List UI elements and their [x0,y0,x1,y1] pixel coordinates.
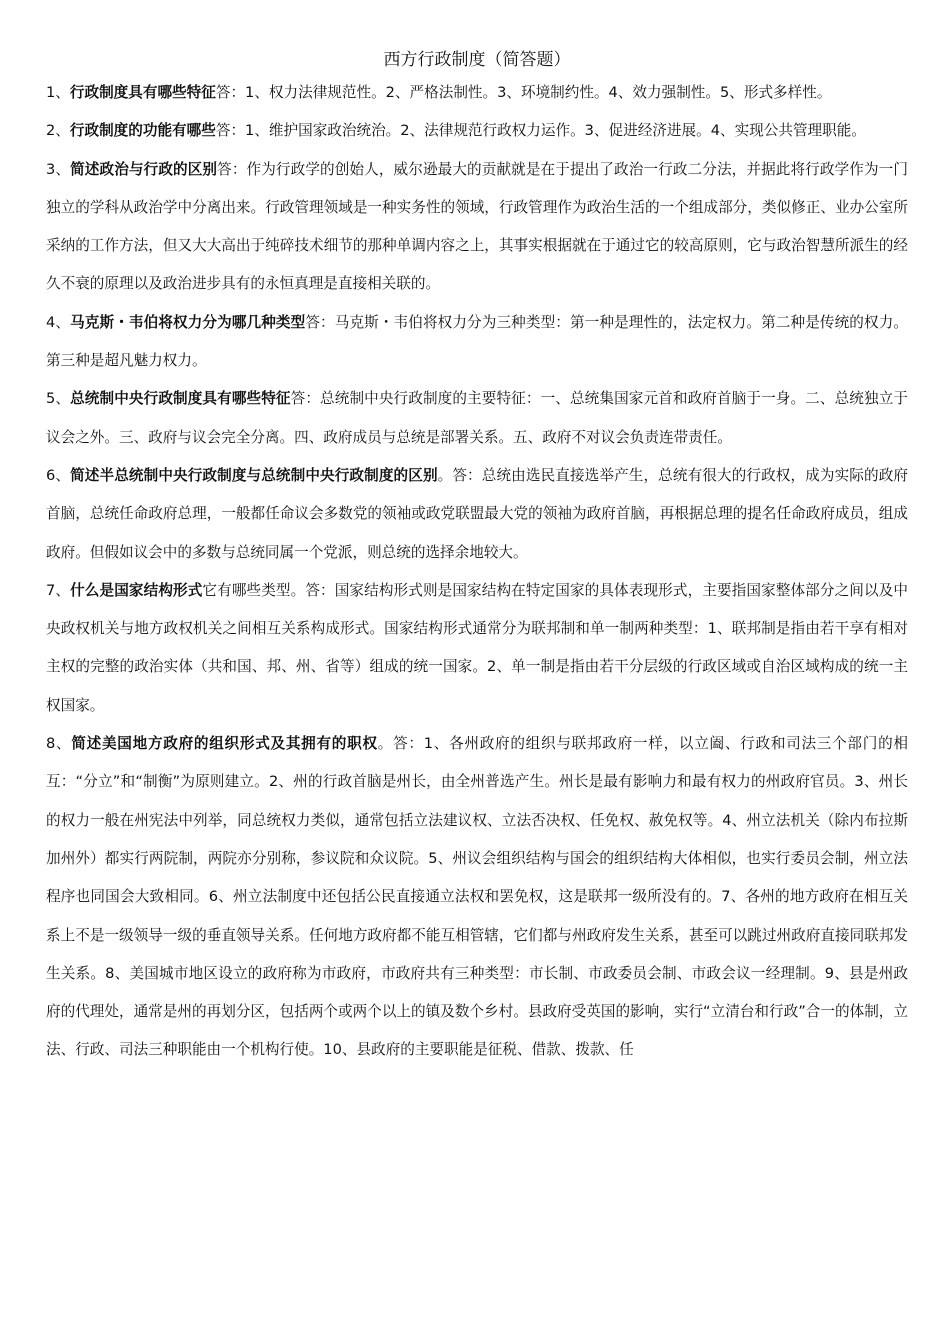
qa-item-3 [46,151,908,304]
document-page [46,48,908,1070]
question-text: 马克斯・韦伯将权力分为哪几种类型 [70,313,306,331]
question-text: 什么是国家结构形式 [70,581,203,599]
answer-text: 答：1、权力法律规范性。2、严格法制性。3、环境制约性。4、效力强制性。5、形式多样性。 [215,84,832,101]
qa-item-2 [46,112,908,150]
qa-item-4 [46,304,908,381]
item-number: 5、 [46,390,71,408]
qa-item-7 [46,572,908,725]
item-number: 6、 [46,466,71,484]
question-text: 简述美国地方政府的组织形式及其拥有的职权 [71,735,378,753]
item-number: 3、 [46,160,71,178]
question-text: 总统制中央行政制度具有哪些特征 [70,390,291,408]
question-text: 简述政治与行政的区别 [70,160,218,178]
answer-text: 它有哪些类型。答：国家结构形式则是国家结构在特定国家的具体表现形式，主要指国家整体部分之间以及中央政权机关与地方政权机关之间相互关系构成形式。国家结构形式通常分为联邦制和单一制两种类型：1、联邦制是指由若干享有相对主权的完整的政治实体（共和国、邦、州、省等）组成的统一国家。2、单一制是指由若干分层级的行政区域或自治区域构成的统一主权国家。 [46,581,908,714]
question-text: 行政制度的功能有哪些 [69,122,216,140]
qa-item-8 [46,725,908,1070]
qa-item-6 [46,457,908,572]
answer-text: 答：1、维护国家政治统治。2、法律规范行政权力运作。3、促进经济进展。4、实现公共管理职能。 [215,122,866,140]
answer-text: 答：总统制中央行政制度的主要特征：一、总统集国家元首和政府首脑于一身。二、总统独立于议会之外。三、政府与议会完全分离。四、政府成员与总统是部署关系。五、政府不对议会负责连带责任。 [46,390,908,446]
item-number: 4、 [46,313,71,331]
item-number: 2、 [46,122,70,140]
document-title: 西方行政制度（简答题） [383,50,571,70]
qa-item-5 [46,380,908,457]
answer-text: 答：作为行政学的创始人，威尔逊最大的贡献就是在于提出了政治一行政二分法，并据此将行政学作为一门独立的学科从政治学中分离出来。行政管理领域是一种实务性的领域，行政管理作为政治生活的一个组成部分，类似修正、业办公室所采纳的工作方法，但又大大高出于纯碎技术细节的那种单调内容之上，其事实根据就在于通过它的较高原则，它与政治智慧所派生的经久不衰的原理以及政治进步具有的永恒真理是直接相关联的。 [46,160,908,293]
item-number: 1、 [46,84,70,101]
question-text: 简述半总统制中央行政制度与总统制中央行政制度的区别 [70,466,438,484]
answer-text: 。答：总统由选民直接选举产生，总统有很大的行政权，成为实际的政府首脑，总统任命政府总理，一般都任命议会多数党的领袖或政党联盟最大党的领袖为政府首脑，再根据总理的提名任命政府成员，组成政府。但假如议会中的多数与总统同属一个党派，则总统的选择余地较大。 [46,466,908,561]
qa-item-1 [46,74,908,112]
question-text: 行政制度具有哪些特征 [69,84,216,101]
answer-text: 答：马克斯・韦伯将权力分为三种类型：第一种是理性的，法定权力。第二种是传统的权力。第三种是超凡魅力权力。 [46,313,908,370]
answer-text: 。答：1、各州政府的组织与联邦政府一样，以立阖、行政和司法三个部门的相互：“分立”和“制衡”为原则建立。2、州的行政首脑是州长，由全州普选产生。州长是最有影响力和最有权力的州政府官员。3、州长的权力一般在州宪法中列举，同总统权力类似，通常包括立法建议权、立法否决权、任免权、赦免权等。4、州立法机关（除内布拉斯加州外）都实行两院制，两院亦分别称，参议院和众议院。5、州议会组织结构与国会的组织结构大体相似，也实行委员会制，州立法程序也同国会大致相同。6、州立法制度中还包括公民直接通立法权和罢免权，这是联邦一级所没有的。7、各州的地方政府在相互关系上不是一级领导一级的垂直领导关系。任何地方政府都不能互相管辖，它们都与州政府发生关系，甚至可以跳过州政府直接同联邦发生关系。8、美国城市地区设立的政府称为市政府，市政府共有三种类型：市长制、市政委员会制、市政会议一经理制。9、县是州政府的代理处，通常是州的再划分区，包括两个或两个以上的镇及数个乡村。县政府受英国的影响，实行“立清台和行政”合一的体制，立法、行政、司法三种职能由一个机构行使。10、县政府的主要职能是征税、借款、拨款、任 [46,735,908,1059]
item-number: 8、 [46,735,72,753]
item-number: 7、 [46,581,71,599]
